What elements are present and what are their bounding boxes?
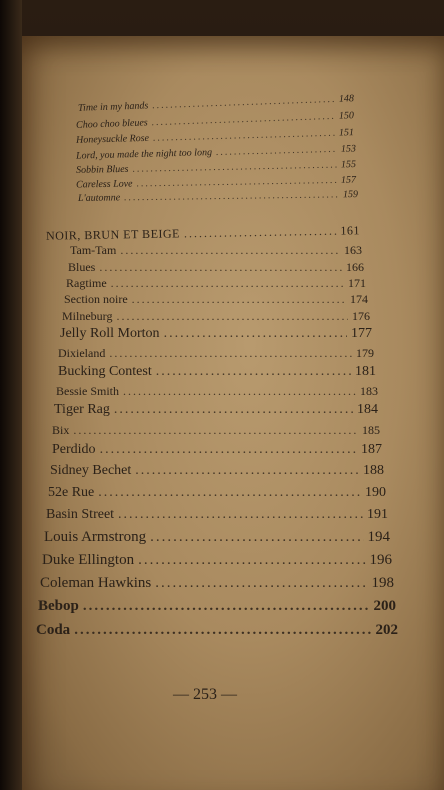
leader-dots [73, 423, 358, 438]
leader-dots [114, 402, 353, 418]
leader-dots [83, 598, 370, 615]
toc-entry [76, 175, 356, 191]
toc-entry [52, 442, 382, 458]
toc-entry-page: 176 [352, 309, 370, 323]
toc-entry-page: 159 [342, 189, 359, 201]
toc-entry [58, 364, 376, 380]
toc-entry [60, 326, 372, 342]
leader-dots [135, 463, 359, 479]
toc-entry-page: 185 [362, 423, 380, 437]
toc-entry [66, 276, 366, 291]
toc-entry-title: Jelly Roll Morton [60, 326, 160, 341]
toc-entry-title: Milneburg [62, 309, 113, 323]
toc-entry-page: 194 [367, 529, 390, 545]
leader-dots [152, 111, 336, 128]
leader-dots [155, 575, 367, 592]
toc-entry-title: Honeysuckle Rose [75, 132, 150, 146]
toc-entry-page: 150 [338, 110, 355, 122]
page-number: — 253 — [173, 686, 237, 703]
toc-entry-page: 202 [375, 622, 398, 638]
toc-entry-title: Bucking Contest [58, 364, 152, 379]
leader-dots [116, 309, 348, 324]
toc-entry-title: Ragtime [66, 276, 107, 290]
toc-entry-page: 198 [371, 575, 394, 591]
toc-entry-title: Dixieland [58, 346, 106, 360]
toc-entry-page: 151 [338, 127, 355, 139]
toc-entry [54, 402, 378, 418]
leader-dots [124, 189, 339, 203]
toc-entry-title: Bix [52, 423, 70, 437]
toc-entry-page: 196 [369, 552, 392, 568]
toc-entry-title: 52e Rue [48, 485, 95, 500]
toc-entry-title: Coleman Hawkins [40, 575, 152, 591]
toc-entry-title: Basin Street [46, 507, 115, 522]
toc-entry-title: Tam-Tam [70, 243, 117, 257]
toc-entry-title: Bebop [38, 598, 79, 614]
toc-entry-title: Bessie Smith [56, 384, 120, 398]
leader-dots [132, 159, 337, 174]
toc-entry-page: 191 [367, 507, 388, 522]
toc-entry-page: 174 [350, 292, 368, 306]
toc-entry-page: 166 [346, 260, 364, 274]
leader-dots [100, 442, 357, 458]
toc-entry [76, 159, 356, 176]
toc-entry-title: L'automne [77, 192, 121, 204]
leader-dots [111, 276, 344, 291]
toc-entry-page: 148 [338, 93, 355, 105]
toc-entry-title: Choo choo bleues [75, 117, 148, 131]
toc-entry [68, 260, 364, 275]
toc-entry [36, 622, 398, 639]
leader-dots [136, 175, 337, 189]
toc-entry [70, 243, 362, 258]
toc-entry-title: Sobbin Blues [75, 163, 129, 176]
toc-entry [46, 507, 388, 523]
toc-entry-title: Louis Armstrong [44, 529, 147, 545]
toc-entry [38, 598, 396, 615]
leader-dots [98, 485, 361, 501]
toc-entry-title: Sidney Bechet [50, 463, 132, 478]
toc-entry-page: 181 [355, 364, 376, 379]
leader-dots [74, 622, 371, 639]
toc-entry-page: 155 [340, 159, 357, 171]
toc-entry-title: Perdido [52, 442, 96, 457]
toc-entry [58, 346, 374, 361]
leader-dots [99, 260, 342, 275]
toc-entry-page: 153 [340, 143, 357, 155]
toc-entry-page: 179 [356, 346, 374, 360]
section-heading-title: NOIR, BRUN ET BEIGE [45, 226, 181, 243]
leader-dots [120, 243, 340, 258]
toc-entry-title: Coda [36, 622, 71, 638]
leader-dots [153, 128, 335, 144]
toc-entry-page: 190 [365, 485, 386, 500]
toc-entry-title: Lord, you made the night too long [75, 147, 213, 162]
toc-entry [78, 189, 358, 204]
toc-entry-page: 200 [373, 598, 396, 614]
toc-entry-page: 177 [351, 326, 372, 341]
leader-dots [164, 326, 347, 342]
toc-entry-title: Blues [68, 260, 96, 274]
toc-entry-page: 187 [361, 442, 382, 457]
toc-entry [42, 552, 392, 569]
toc-entry-page: 188 [363, 463, 384, 478]
toc-entry-title: Duke Ellington [42, 552, 135, 568]
leader-dots [109, 346, 352, 361]
toc-entry [76, 143, 356, 161]
toc-entry [62, 309, 370, 324]
leader-dots [138, 552, 365, 569]
leader-dots [150, 529, 363, 546]
toc-entry-page: 171 [348, 276, 366, 290]
leader-dots [156, 364, 351, 380]
leader-dots [184, 224, 337, 242]
toc-entry-title: Time in my hands [77, 100, 149, 114]
toc-entry-page: 163 [344, 243, 362, 257]
toc-entry-page: 184 [357, 402, 378, 417]
toc-entry [64, 292, 368, 307]
toc-entry-page: 183 [360, 384, 378, 398]
toc-entry [48, 485, 386, 501]
toc-entry [50, 463, 384, 479]
toc-entry-page: 157 [340, 174, 357, 186]
leader-dots [118, 507, 363, 523]
toc-entry-title: Tiger Rag [54, 402, 110, 417]
toc-entry [44, 529, 390, 546]
toc-entry [76, 127, 354, 146]
leader-dots [216, 144, 337, 158]
toc-entry [40, 575, 394, 592]
section-heading [46, 223, 360, 243]
toc-entry [56, 384, 378, 399]
leader-dots [132, 292, 346, 307]
leader-dots [123, 384, 356, 399]
section-heading-page: 161 [340, 223, 361, 238]
toc-entry-title: Careless Love [75, 178, 133, 191]
toc-entry [52, 423, 380, 438]
toc-entry-title: Section noire [64, 292, 128, 306]
leader-dots [152, 94, 335, 111]
